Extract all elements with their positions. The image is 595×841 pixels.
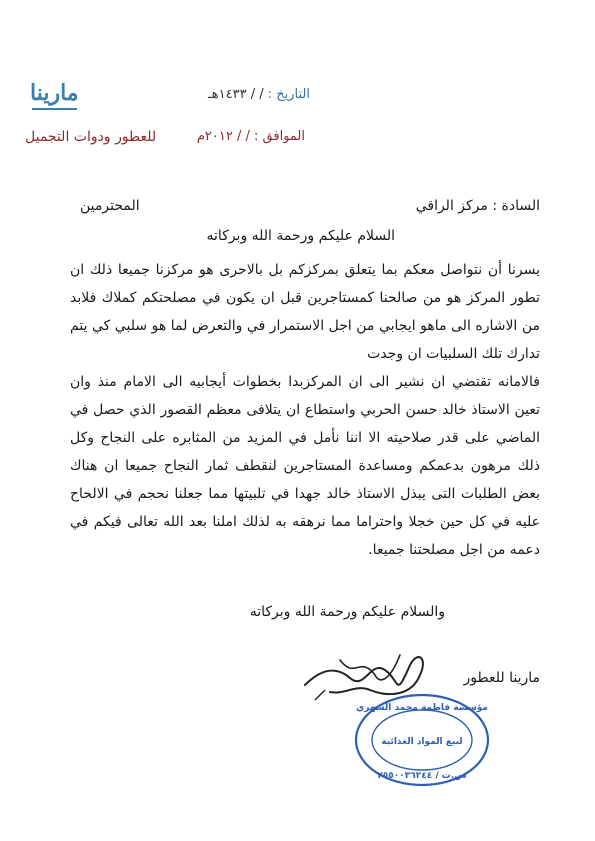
date-value: / / ١٤٣٣هـ (207, 87, 264, 102)
company-logo: مارينا (30, 80, 79, 106)
stamp-text-top: مؤسسة فاطمة محمد الشهري (355, 703, 489, 713)
date-line (208, 87, 310, 102)
closing: والسلام عليكم ورحمة الله وبركاته (249, 604, 445, 620)
addressee-line (80, 198, 540, 214)
stamp-text-middle: لبيع المواد الغذائية (381, 737, 463, 747)
body-paragraph-1: يسرنا أن نتواصل معكم بما يتعلق بمركزكم بل بالاحرى هو مركزنا جميعا ذلك ان تطور المركز هو من صالحنا كمستاجرين قبل ان يكون في مصلحتكم كملاك فلابد من الاشاره الى ماهو ايجابي من اجل الاستمرار في والتعرض لما هو سلبي كي يتم تدارك تلك السلبيات ان وجدت (70, 262, 540, 362)
addressee: السادة : مركز الراقي (415, 198, 540, 214)
honorific: المحترمين (80, 198, 140, 214)
stamp-text-bottom: س.ت / ٢٥٥٠٠٣٦٢٤٤ (377, 771, 467, 781)
gregorian-date-value: / / ٢٠١٢م (196, 129, 250, 144)
date-label: التاريخ : (267, 87, 310, 102)
gregorian-date-line (197, 129, 305, 144)
body-paragraph-2: فالامانه تقتضي ان نشير الى ان المركزبدا بخطوات أيجابيه الى الامام منذ وان تعين الاستاذ خالد حسن الحربي واستطاع ان يتلافى معظم القصور الذي حصل في الماضي على قدر صلاحيته الا اننا نأمل في المزيد من المثابره على النجاح وكل ذلك مرهون بدعمكم ومساعدة المستاجرين لنقطف ثمار النجاح جميعا ان هناك بعض الطلبات التى يبذل الاستاذ خالد جهدا في تلبيتها مما جعلنا نحجم في الالحاح عليه في كل حين خجلا واحتراما مما نرهقه به لذلك املنا بعد الله تعالى فيكم في دعمه من اجل مصلحتنا جميعا. (70, 374, 540, 558)
gregorian-date-label: الموافق : (254, 129, 305, 144)
greeting: السلام عليكم ورحمة الله وبركاته (206, 228, 395, 244)
brand-subtitle: للعطور ودوات التجميل (25, 129, 157, 145)
signer-name: مارينا للعطور (463, 670, 540, 686)
company-stamp (352, 690, 492, 790)
